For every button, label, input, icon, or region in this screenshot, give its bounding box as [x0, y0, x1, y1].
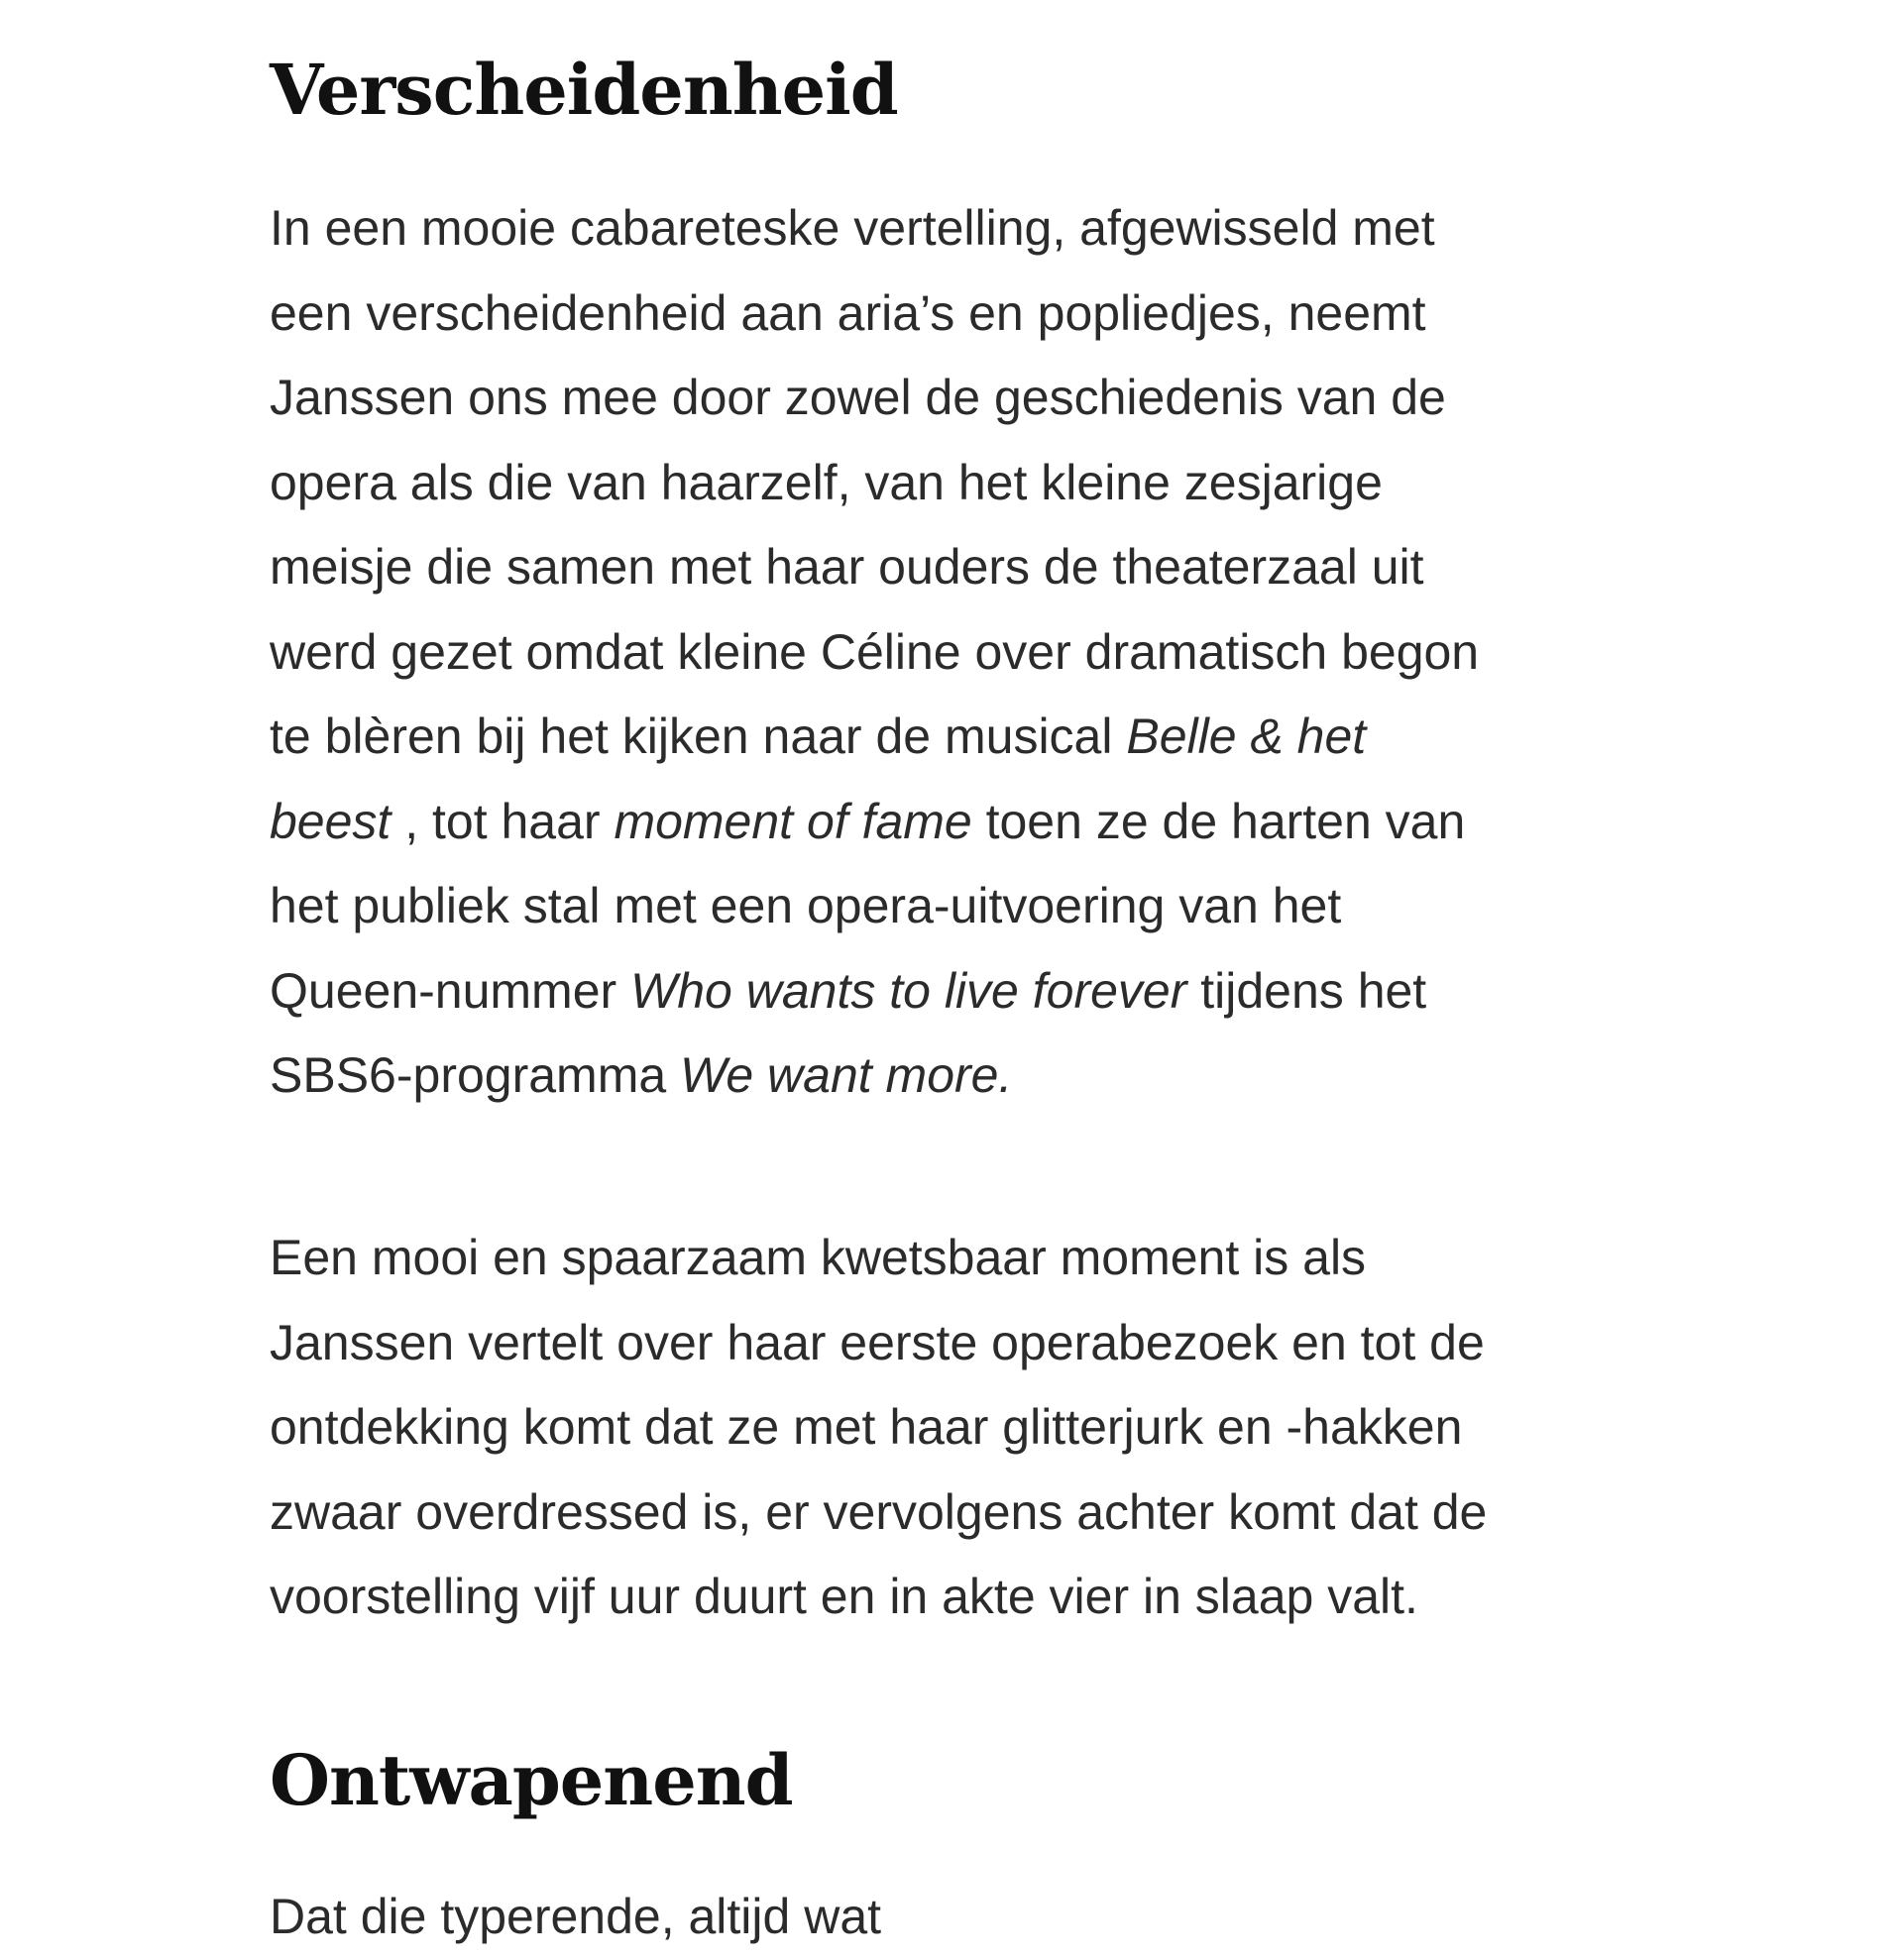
paragraph-2 [270, 1216, 1657, 1640]
text-line: werd gezet omdat kleine Céline over dramatisch begon [270, 623, 1480, 680]
text-line: meisje die samen met haar ouders de theaterzaal uit [270, 539, 1424, 595]
text-line [270, 695, 1657, 780]
text-line [270, 1034, 1657, 1119]
text-line [270, 949, 1657, 1034]
text-run: te blèren bij het kijken naar de musical [270, 708, 1127, 764]
text-line [270, 780, 1657, 865]
text-line: Janssen vertelt over haar eerste operabezoek en tot de [270, 1314, 1485, 1370]
text-line: Janssen ons mee door zowel de geschiedenis van de [270, 370, 1446, 425]
text-run: tijdens het [1186, 962, 1427, 1019]
program-title: We want more. [680, 1047, 1013, 1103]
text-run: , tot haar [391, 793, 615, 849]
text-line: een verscheidenheid aan aria’s en popliedjes, neemt [270, 284, 1426, 341]
text-run: toen ze de harten van [971, 793, 1466, 849]
text-line: zwaar overdressed is, er vervolgens achter komt dat de [270, 1483, 1488, 1540]
text-line: voorstelling vijf uur duurt en in akte vier in slaap valt. [270, 1569, 1418, 1624]
section-heading-ontwapenend: Ontwapenend [270, 1739, 793, 1821]
text-line: het publiek stal met een opera-uitvoering van het [270, 878, 1342, 933]
text-line: ontdekking komt dat ze met haar glitterjurk en -hakken [270, 1399, 1463, 1455]
text-line: In een mooie cabareteske vertelling, afgewisseld met [270, 200, 1435, 256]
text-run: Queen-nummer [270, 962, 631, 1019]
text-line: opera als die van haarzelf, van het kleine zesjarige [270, 454, 1383, 510]
text-line: Een mooi en spaarzaam kwetsbaar moment is als [270, 1230, 1367, 1285]
song-title: Who wants to live forever [630, 962, 1187, 1019]
paragraph-3-start: Dat die typerende, altijd wat [270, 1889, 882, 1944]
musical-title-cont: beest [270, 793, 392, 849]
emphasis-moment-of-fame: moment of fame [614, 793, 972, 849]
section-heading-verscheidenheid: Verscheidenheid [270, 49, 898, 131]
text-run: SBS6-programma [270, 1047, 681, 1103]
paragraph-1 [270, 186, 1657, 1119]
musical-title: Belle & het [1126, 708, 1367, 764]
